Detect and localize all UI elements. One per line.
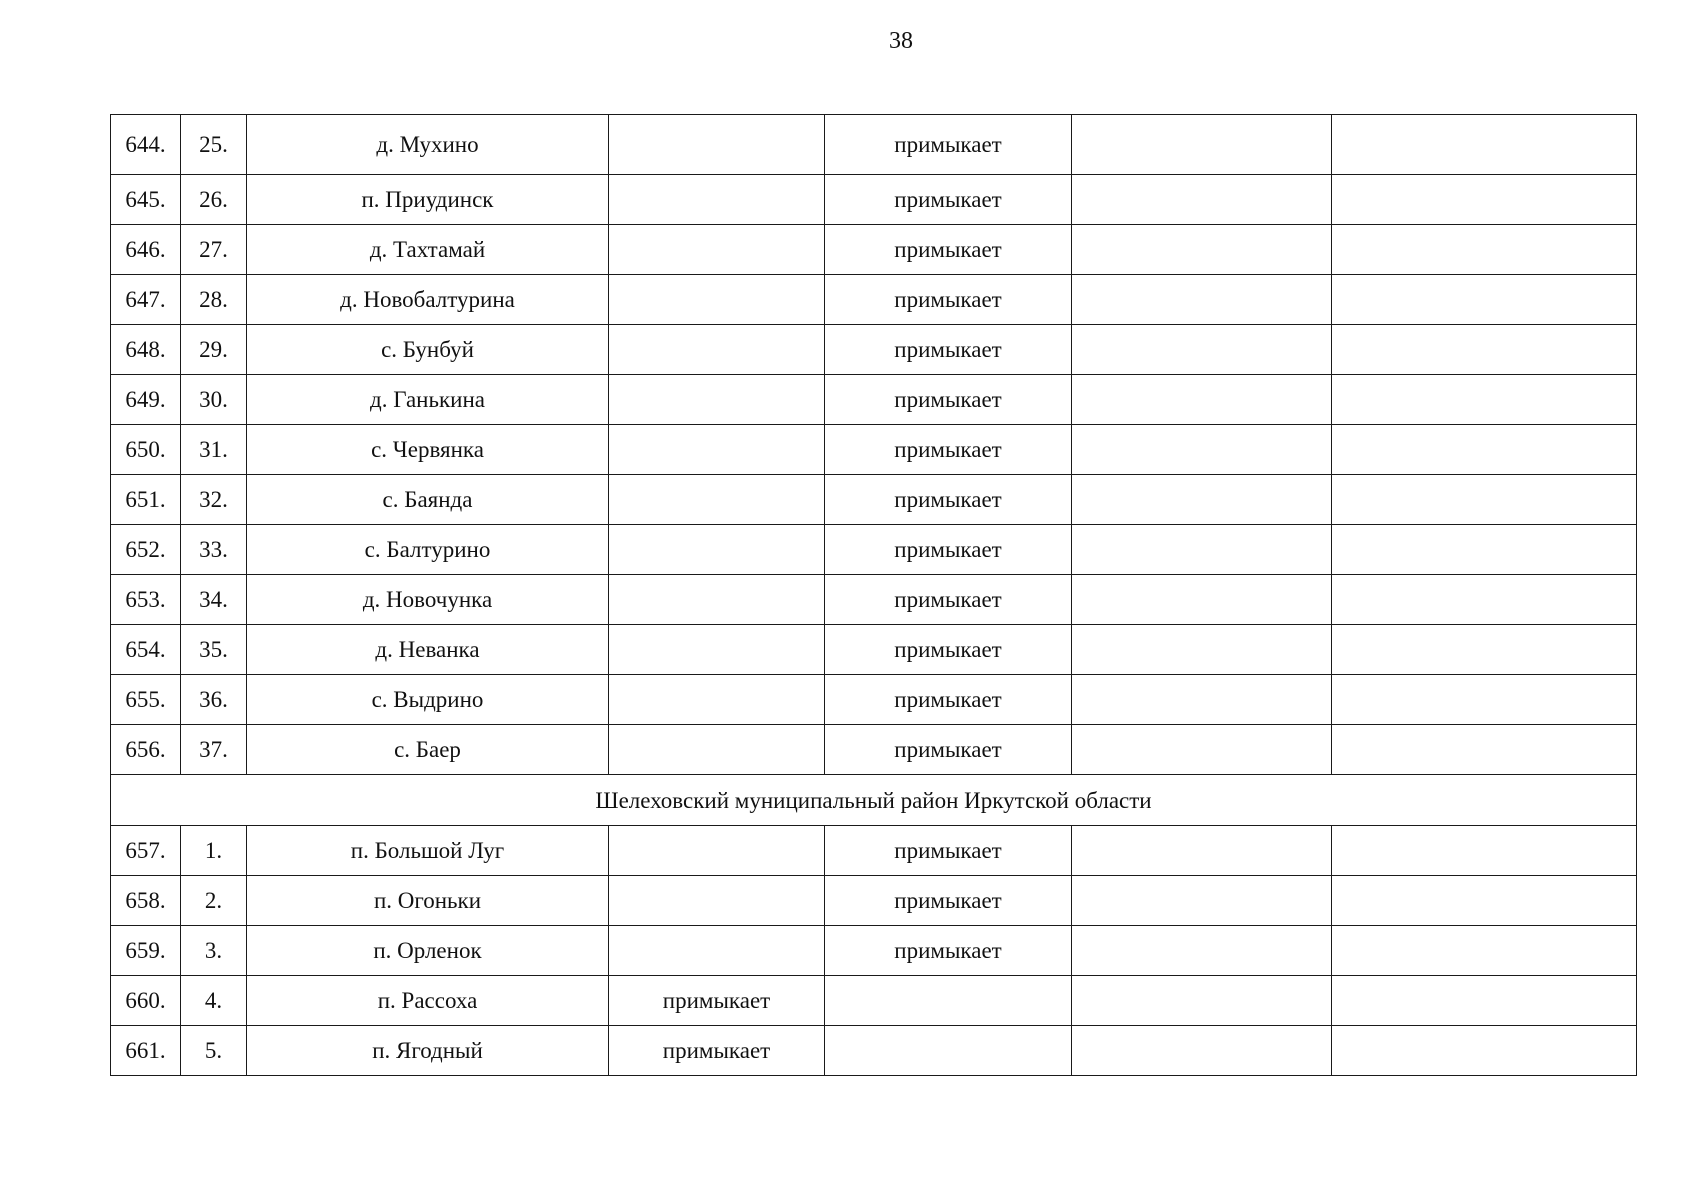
sub-number-cell: 3. — [181, 926, 247, 976]
column-7-cell — [1332, 475, 1637, 525]
column-7-cell — [1332, 976, 1637, 1026]
column-5-cell: примыкает — [825, 275, 1072, 325]
column-6-cell — [1072, 926, 1332, 976]
column-7-cell — [1332, 425, 1637, 475]
table-row — [111, 525, 1637, 575]
column-6-cell — [1072, 425, 1332, 475]
row-number-cell: 660. — [111, 976, 181, 1026]
column-6-cell — [1072, 976, 1332, 1026]
column-5-cell: примыкает — [825, 926, 1072, 976]
table-row — [111, 876, 1637, 926]
row-number-cell: 657. — [111, 826, 181, 876]
column-7-cell — [1332, 225, 1637, 275]
table-row — [111, 425, 1637, 475]
column-5-cell: примыкает — [825, 725, 1072, 775]
table-row — [111, 275, 1637, 325]
sub-number-cell: 29. — [181, 325, 247, 375]
column-6-cell — [1072, 575, 1332, 625]
table-row — [111, 475, 1637, 525]
table-row — [111, 375, 1637, 425]
settlement-name-cell: с. Баянда — [247, 475, 609, 525]
settlement-name-cell: д. Тахтамай — [247, 225, 609, 275]
column-4-cell — [609, 475, 825, 525]
column-6-cell — [1072, 475, 1332, 525]
sub-number-cell: 31. — [181, 425, 247, 475]
table-row — [111, 1026, 1637, 1076]
row-number-cell: 650. — [111, 425, 181, 475]
column-6-cell — [1072, 675, 1332, 725]
column-5-cell: примыкает — [825, 375, 1072, 425]
table-row — [111, 926, 1637, 976]
column-5-cell — [825, 976, 1072, 1026]
column-6-cell — [1072, 115, 1332, 175]
settlement-name-cell: д. Неванка — [247, 625, 609, 675]
sub-number-cell: 4. — [181, 976, 247, 1026]
column-5-cell: примыкает — [825, 575, 1072, 625]
column-6-cell — [1072, 625, 1332, 675]
column-4-cell — [609, 525, 825, 575]
column-5-cell — [825, 1026, 1072, 1076]
column-6-cell — [1072, 325, 1332, 375]
column-4-cell — [609, 275, 825, 325]
settlement-name-cell: п. Ягодный — [247, 1026, 609, 1076]
column-6-cell — [1072, 225, 1332, 275]
table-row — [111, 225, 1637, 275]
column-4-cell — [609, 575, 825, 625]
row-number-cell: 658. — [111, 876, 181, 926]
column-4-cell — [609, 225, 825, 275]
sub-number-cell: 27. — [181, 225, 247, 275]
column-7-cell — [1332, 375, 1637, 425]
column-7-cell — [1332, 926, 1637, 976]
column-6-cell — [1072, 826, 1332, 876]
table-row — [111, 625, 1637, 675]
settlement-name-cell: п. Рассоха — [247, 976, 609, 1026]
column-6-cell — [1072, 375, 1332, 425]
table-row — [111, 675, 1637, 725]
column-5-cell: примыкает — [825, 675, 1072, 725]
settlement-name-cell: д. Ганькина — [247, 375, 609, 425]
table-section — [111, 775, 1637, 826]
table-row — [111, 325, 1637, 375]
sub-number-cell: 2. — [181, 876, 247, 926]
row-number-cell: 655. — [111, 675, 181, 725]
row-number-cell: 645. — [111, 175, 181, 225]
row-number-cell: 644. — [111, 115, 181, 175]
table-body-after-section — [111, 826, 1637, 1076]
section-header-row — [111, 775, 1637, 826]
sub-number-cell: 34. — [181, 575, 247, 625]
table-row — [111, 115, 1637, 175]
column-6-cell — [1072, 876, 1332, 926]
settlement-name-cell: с. Бунбуй — [247, 325, 609, 375]
column-5-cell: примыкает — [825, 225, 1072, 275]
sub-number-cell: 26. — [181, 175, 247, 225]
column-7-cell — [1332, 876, 1637, 926]
column-7-cell — [1332, 325, 1637, 375]
column-4-cell — [609, 876, 825, 926]
row-number-cell: 661. — [111, 1026, 181, 1076]
row-number-cell: 654. — [111, 625, 181, 675]
column-5-cell: примыкает — [825, 525, 1072, 575]
settlements-table — [110, 114, 1637, 1076]
column-6-cell — [1072, 175, 1332, 225]
column-4-cell — [609, 375, 825, 425]
column-4-cell: примыкает — [609, 1026, 825, 1076]
settlement-name-cell: с. Червянка — [247, 425, 609, 475]
settlement-name-cell: п. Большой Луг — [247, 826, 609, 876]
row-number-cell: 653. — [111, 575, 181, 625]
column-4-cell — [609, 325, 825, 375]
column-4-cell — [609, 826, 825, 876]
column-4-cell — [609, 175, 825, 225]
column-7-cell — [1332, 826, 1637, 876]
sub-number-cell: 5. — [181, 1026, 247, 1076]
settlement-name-cell: с. Балтурино — [247, 525, 609, 575]
column-4-cell: примыкает — [609, 976, 825, 1026]
column-5-cell: примыкает — [825, 826, 1072, 876]
sub-number-cell: 33. — [181, 525, 247, 575]
row-number-cell: 659. — [111, 926, 181, 976]
settlement-name-cell: п. Огоньки — [247, 876, 609, 926]
sub-number-cell: 1. — [181, 826, 247, 876]
column-5-cell: примыкает — [825, 625, 1072, 675]
column-7-cell — [1332, 115, 1637, 175]
row-number-cell: 649. — [111, 375, 181, 425]
table-row — [111, 575, 1637, 625]
column-7-cell — [1332, 625, 1637, 675]
column-5-cell: примыкает — [825, 425, 1072, 475]
column-4-cell — [609, 675, 825, 725]
row-number-cell: 652. — [111, 525, 181, 575]
sub-number-cell: 28. — [181, 275, 247, 325]
column-4-cell — [609, 725, 825, 775]
row-number-cell: 651. — [111, 475, 181, 525]
column-7-cell — [1332, 725, 1637, 775]
settlement-name-cell: д. Новобалтурина — [247, 275, 609, 325]
table-row — [111, 826, 1637, 876]
row-number-cell: 656. — [111, 725, 181, 775]
column-6-cell — [1072, 525, 1332, 575]
sub-number-cell: 37. — [181, 725, 247, 775]
row-number-cell: 647. — [111, 275, 181, 325]
sub-number-cell: 32. — [181, 475, 247, 525]
column-7-cell — [1332, 275, 1637, 325]
settlement-name-cell: д. Мухино — [247, 115, 609, 175]
settlement-name-cell: п. Приудинск — [247, 175, 609, 225]
column-7-cell — [1332, 1026, 1637, 1076]
column-5-cell: примыкает — [825, 475, 1072, 525]
column-5-cell: примыкает — [825, 876, 1072, 926]
column-7-cell — [1332, 525, 1637, 575]
column-5-cell: примыкает — [825, 325, 1072, 375]
table-row — [111, 976, 1637, 1026]
column-7-cell — [1332, 675, 1637, 725]
column-5-cell: примыкает — [825, 115, 1072, 175]
section-title: Шелеховский муниципальный район Иркутской области — [111, 775, 1637, 826]
column-4-cell — [609, 625, 825, 675]
row-number-cell: 648. — [111, 325, 181, 375]
table-row — [111, 725, 1637, 775]
settlement-name-cell: с. Выдрино — [247, 675, 609, 725]
settlement-name-cell: д. Новочунка — [247, 575, 609, 625]
settlement-name-cell: п. Орленок — [247, 926, 609, 976]
column-5-cell: примыкает — [825, 175, 1072, 225]
column-4-cell — [609, 115, 825, 175]
sub-number-cell: 25. — [181, 115, 247, 175]
column-4-cell — [609, 425, 825, 475]
row-number-cell: 646. — [111, 225, 181, 275]
sub-number-cell: 36. — [181, 675, 247, 725]
sub-number-cell: 30. — [181, 375, 247, 425]
column-4-cell — [609, 926, 825, 976]
column-7-cell — [1332, 175, 1637, 225]
settlement-name-cell: с. Баер — [247, 725, 609, 775]
table-row — [111, 175, 1637, 225]
column-6-cell — [1072, 275, 1332, 325]
column-6-cell — [1072, 725, 1332, 775]
column-6-cell — [1072, 1026, 1332, 1076]
table-body-before-section — [111, 115, 1637, 775]
page-number: 38 — [889, 28, 913, 54]
column-7-cell — [1332, 575, 1637, 625]
sub-number-cell: 35. — [181, 625, 247, 675]
